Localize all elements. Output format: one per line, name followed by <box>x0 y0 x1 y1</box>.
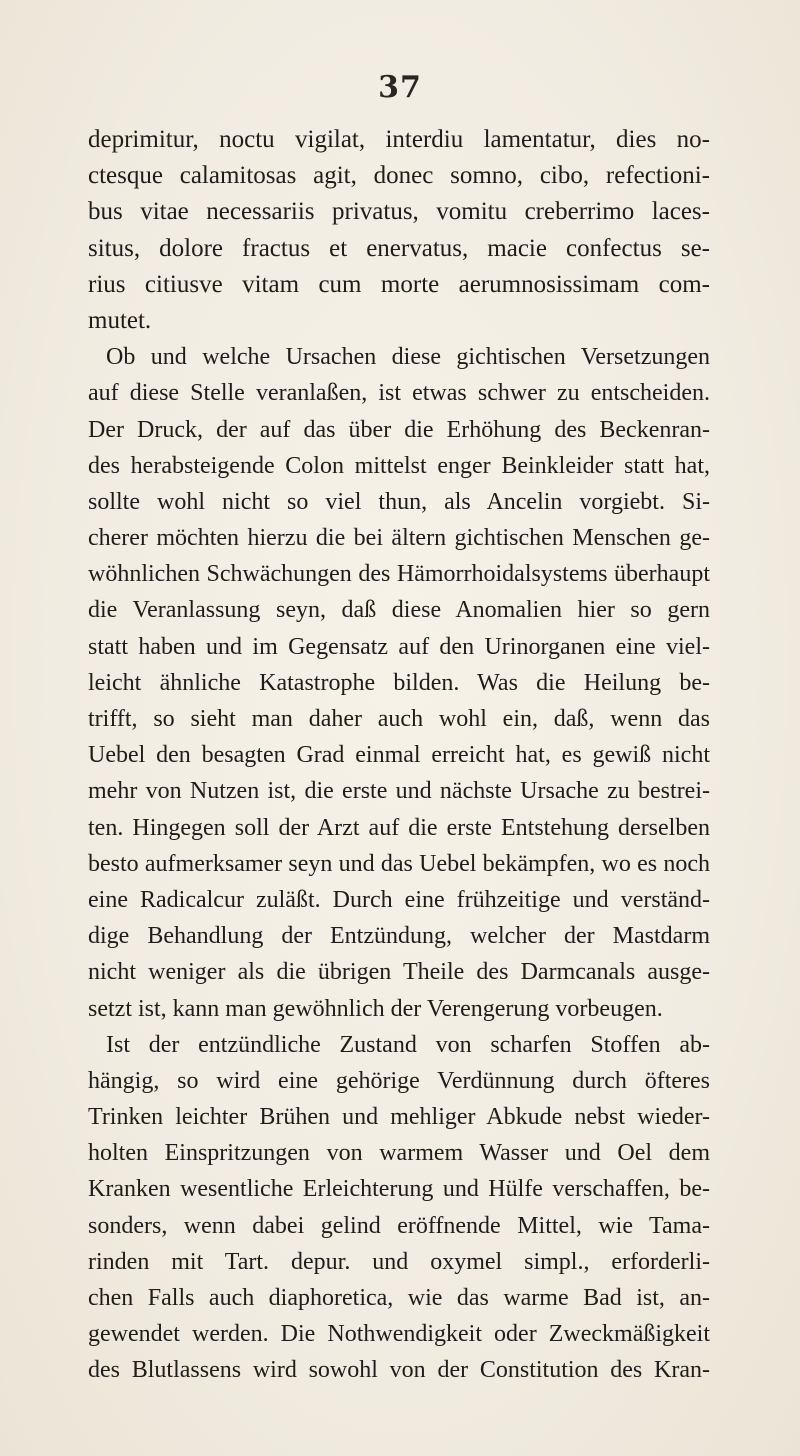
text-line: bus vitae necessariis privatus, vomitu creberrimo laces- <box>88 198 710 226</box>
text-line: setzt ist, kann man gewöhnlich der Verengerung vorbeugen. <box>88 995 663 1022</box>
text-line: gewendet werden. Die Nothwendigkeit oder Zweckmäßigkeit <box>88 1321 710 1348</box>
text-line: situs, dolore fractus et enervatus, macie confectus se- <box>88 234 710 262</box>
text-line: auf diese Stelle veranlaßen, ist etwas schwer zu entscheiden. <box>88 380 710 407</box>
text-line: nicht weniger als die übrigen Theile des Darmcanals ausge- <box>88 959 710 986</box>
text-line: sonders, wenn dabei gelind eröffnende Mittel, wie Tama- <box>88 1212 710 1239</box>
text-line: rinden mit Tart. depur. und oxymel simpl., erforderli- <box>88 1248 710 1275</box>
text-line: eine Radicalcur zuläßt. Durch eine frühzeitige und verständ- <box>88 886 710 913</box>
text-line: Uebel den besagten Grad einmal erreicht hat, es gewiß nicht <box>88 742 710 769</box>
text-line: Ob und welche Ursachen diese gichtischen Versetzungen <box>106 344 710 371</box>
text-line: rius citiusve vitam cum morte aerumnosissimam com- <box>88 270 710 298</box>
text-line: des Blutlassens wird sowohl von der Constitution des Kran- <box>88 1357 710 1384</box>
text-line: mehr von Nutzen ist, die erste und nächste Ursache zu bestrei- <box>88 778 710 805</box>
text-line: besto aufmerksamer seyn und das Uebel bekämpfen, wo es noch <box>88 850 710 877</box>
text-line: ctesque calamitosas agit, donec somno, cibo, refectioni- <box>88 162 710 190</box>
text-line: ten. Hingegen soll der Arzt auf die erste Entstehung derselben <box>88 814 710 841</box>
text-line: Der Druck, der auf das über die Erhöhung des Beckenran- <box>88 416 710 443</box>
body-text <box>88 122 710 1389</box>
text-line: statt haben und im Gegensatz auf den Urinorganen eine viel- <box>88 633 710 660</box>
text-line: holten Einspritzungen von warmem Wasser und Oel dem <box>88 1140 710 1167</box>
text-line: chen Falls auch diaphoretica, wie das warme Bad ist, an- <box>88 1285 710 1311</box>
text-line: Kranken wesentliche Erleichterung und Hülfe verschaffen, be- <box>88 1176 710 1203</box>
text-line: Trinken leichter Brühen und mehliger Abkude nebst wieder- <box>88 1104 710 1131</box>
text-line: hängig, so wird eine gehörige Verdünnung durch öfteres <box>88 1067 710 1094</box>
text-line: deprimitur, noctu vigilat, interdiu lamentatur, dies no- <box>88 126 710 153</box>
text-line: wöhnlichen Schwächungen des Hämorrhoidalsystems überhaupt <box>88 561 710 588</box>
text-line: sollte wohl nicht so viel thun, als Ancelin vorgiebt. Si- <box>88 488 710 515</box>
text-line: trifft, so sieht man daher auch wohl ein, daß, wenn das <box>88 706 710 732</box>
text-line: des herabsteigende Colon mittelst enger Beinkleider statt hat, <box>88 452 710 479</box>
text-line: cherer möchten hierzu die bei ältern gichtischen Menschen ge- <box>88 525 710 552</box>
page-number: 37 <box>378 70 422 105</box>
text-line: die Veranlassung seyn, daß diese Anomalien hier so gern <box>88 597 710 624</box>
text-line: mutet. <box>88 306 152 334</box>
text-line: Ist der entzündliche Zustand von scharfen Stoffen ab- <box>106 1031 710 1058</box>
text-line: dige Behandlung der Entzündung, welcher der Mastdarm <box>88 923 710 950</box>
text-line: leicht ähnliche Katastrophe bilden. Was die Heilung be- <box>88 669 710 696</box>
